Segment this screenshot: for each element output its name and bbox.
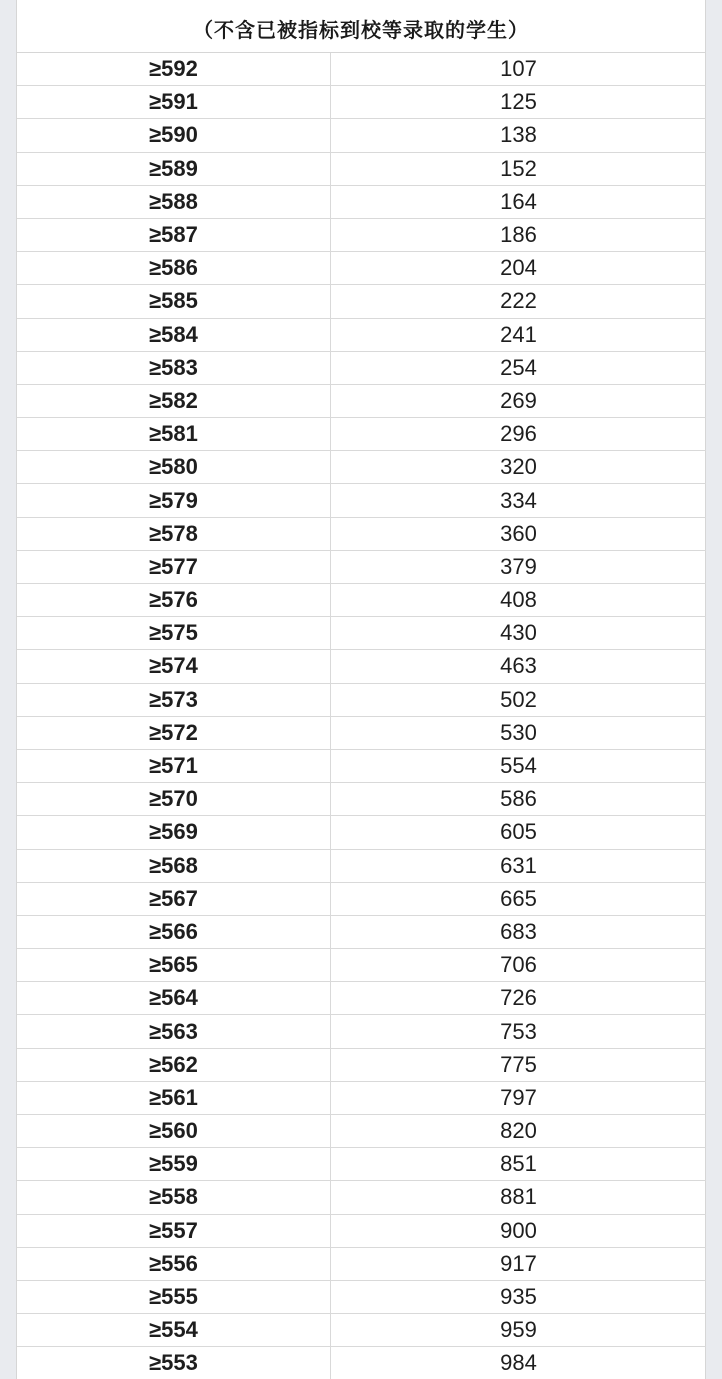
score-cell: ≥580 xyxy=(17,451,331,484)
table-row xyxy=(17,716,706,749)
score-cell: ≥582 xyxy=(17,384,331,417)
table-row xyxy=(17,218,706,251)
count-cell: 586 xyxy=(331,783,707,816)
score-cell: ≥583 xyxy=(17,351,331,384)
table-row xyxy=(17,849,706,882)
table-row xyxy=(17,982,706,1015)
table-row xyxy=(17,1115,706,1148)
count-cell: 775 xyxy=(331,1048,707,1081)
score-cell: ≥559 xyxy=(17,1148,331,1181)
table-row xyxy=(17,484,706,517)
table-row xyxy=(17,617,706,650)
count-cell: 881 xyxy=(331,1181,707,1214)
left-margin xyxy=(0,0,16,1379)
score-cell: ≥560 xyxy=(17,1115,331,1148)
count-cell: 753 xyxy=(331,1015,707,1048)
count-cell: 320 xyxy=(331,451,707,484)
table-row xyxy=(17,185,706,218)
score-cell: ≥565 xyxy=(17,949,331,982)
score-cell: ≥581 xyxy=(17,418,331,451)
table-row xyxy=(17,86,706,119)
score-cell: ≥592 xyxy=(17,53,331,86)
count-cell: 463 xyxy=(331,650,707,683)
score-cell: ≥564 xyxy=(17,982,331,1015)
score-cell: ≥558 xyxy=(17,1181,331,1214)
score-cell: ≥576 xyxy=(17,584,331,617)
score-cell: ≥568 xyxy=(17,849,331,882)
score-cell: ≥579 xyxy=(17,484,331,517)
table-row xyxy=(17,1048,706,1081)
score-cell: ≥563 xyxy=(17,1015,331,1048)
score-cell: ≥587 xyxy=(17,218,331,251)
table-row xyxy=(17,1148,706,1181)
count-cell: 683 xyxy=(331,915,707,948)
table-row xyxy=(17,1247,706,1280)
score-cell: ≥575 xyxy=(17,617,331,650)
table-row xyxy=(17,451,706,484)
score-cell: ≥553 xyxy=(17,1347,331,1379)
score-cell: ≥561 xyxy=(17,1081,331,1114)
count-cell: 631 xyxy=(331,849,707,882)
title-strip xyxy=(17,0,705,8)
score-cell: ≥572 xyxy=(17,716,331,749)
score-cell: ≥570 xyxy=(17,783,331,816)
count-cell: 138 xyxy=(331,119,707,152)
count-cell: 851 xyxy=(331,1148,707,1181)
score-cell: ≥562 xyxy=(17,1048,331,1081)
table-row xyxy=(17,1181,706,1214)
table-row xyxy=(17,1314,706,1347)
score-cell: ≥573 xyxy=(17,683,331,716)
count-cell: 820 xyxy=(331,1115,707,1148)
count-cell: 797 xyxy=(331,1081,707,1114)
count-cell: 530 xyxy=(331,716,707,749)
table-row xyxy=(17,1081,706,1114)
table-row xyxy=(17,683,706,716)
count-cell: 222 xyxy=(331,285,707,318)
count-cell: 706 xyxy=(331,949,707,982)
count-cell: 959 xyxy=(331,1314,707,1347)
table-row xyxy=(17,882,706,915)
count-cell: 430 xyxy=(331,617,707,650)
score-cell: ≥586 xyxy=(17,252,331,285)
score-cell: ≥591 xyxy=(17,86,331,119)
score-count-table xyxy=(17,53,706,1379)
table-row xyxy=(17,816,706,849)
score-cell: ≥557 xyxy=(17,1214,331,1247)
count-cell: 379 xyxy=(331,550,707,583)
count-cell: 554 xyxy=(331,749,707,782)
count-cell: 360 xyxy=(331,517,707,550)
table-row xyxy=(17,915,706,948)
count-cell: 334 xyxy=(331,484,707,517)
score-cell: ≥590 xyxy=(17,119,331,152)
count-cell: 125 xyxy=(331,86,707,119)
score-cell: ≥584 xyxy=(17,318,331,351)
count-cell: 917 xyxy=(331,1247,707,1280)
count-cell: 152 xyxy=(331,152,707,185)
score-cell: ≥589 xyxy=(17,152,331,185)
table-row xyxy=(17,384,706,417)
score-cell: ≥588 xyxy=(17,185,331,218)
score-cell: ≥577 xyxy=(17,550,331,583)
count-cell: 186 xyxy=(331,218,707,251)
table-row xyxy=(17,1015,706,1048)
table-row xyxy=(17,285,706,318)
score-table-sheet xyxy=(16,0,706,1379)
count-cell: 164 xyxy=(331,185,707,218)
count-cell: 900 xyxy=(331,1214,707,1247)
count-cell: 726 xyxy=(331,982,707,1015)
score-cell: ≥567 xyxy=(17,882,331,915)
count-cell: 296 xyxy=(331,418,707,451)
table-row xyxy=(17,650,706,683)
table-row xyxy=(17,53,706,86)
score-cell: ≥556 xyxy=(17,1247,331,1280)
table-row xyxy=(17,119,706,152)
table-row xyxy=(17,152,706,185)
table-row xyxy=(17,318,706,351)
score-cell: ≥566 xyxy=(17,915,331,948)
score-cell: ≥585 xyxy=(17,285,331,318)
table-row xyxy=(17,550,706,583)
table-subtitle: （不含已被指标到校等录取的学生） xyxy=(17,8,705,53)
table-row xyxy=(17,1280,706,1313)
count-cell: 241 xyxy=(331,318,707,351)
table-row xyxy=(17,749,706,782)
table-row xyxy=(17,783,706,816)
table-row xyxy=(17,418,706,451)
score-cell: ≥574 xyxy=(17,650,331,683)
score-cell: ≥578 xyxy=(17,517,331,550)
count-cell: 254 xyxy=(331,351,707,384)
right-margin xyxy=(704,0,722,1379)
score-cell: ≥569 xyxy=(17,816,331,849)
table-row xyxy=(17,1214,706,1247)
table-row xyxy=(17,949,706,982)
table-row xyxy=(17,584,706,617)
count-cell: 984 xyxy=(331,1347,707,1379)
score-cell: ≥554 xyxy=(17,1314,331,1347)
count-cell: 935 xyxy=(331,1280,707,1313)
score-cell: ≥571 xyxy=(17,749,331,782)
table-row xyxy=(17,1347,706,1379)
count-cell: 665 xyxy=(331,882,707,915)
count-cell: 204 xyxy=(331,252,707,285)
count-cell: 502 xyxy=(331,683,707,716)
count-cell: 605 xyxy=(331,816,707,849)
table-row xyxy=(17,517,706,550)
count-cell: 107 xyxy=(331,53,707,86)
count-cell: 408 xyxy=(331,584,707,617)
table-row xyxy=(17,252,706,285)
count-cell: 269 xyxy=(331,384,707,417)
score-cell: ≥555 xyxy=(17,1280,331,1313)
table-row xyxy=(17,351,706,384)
